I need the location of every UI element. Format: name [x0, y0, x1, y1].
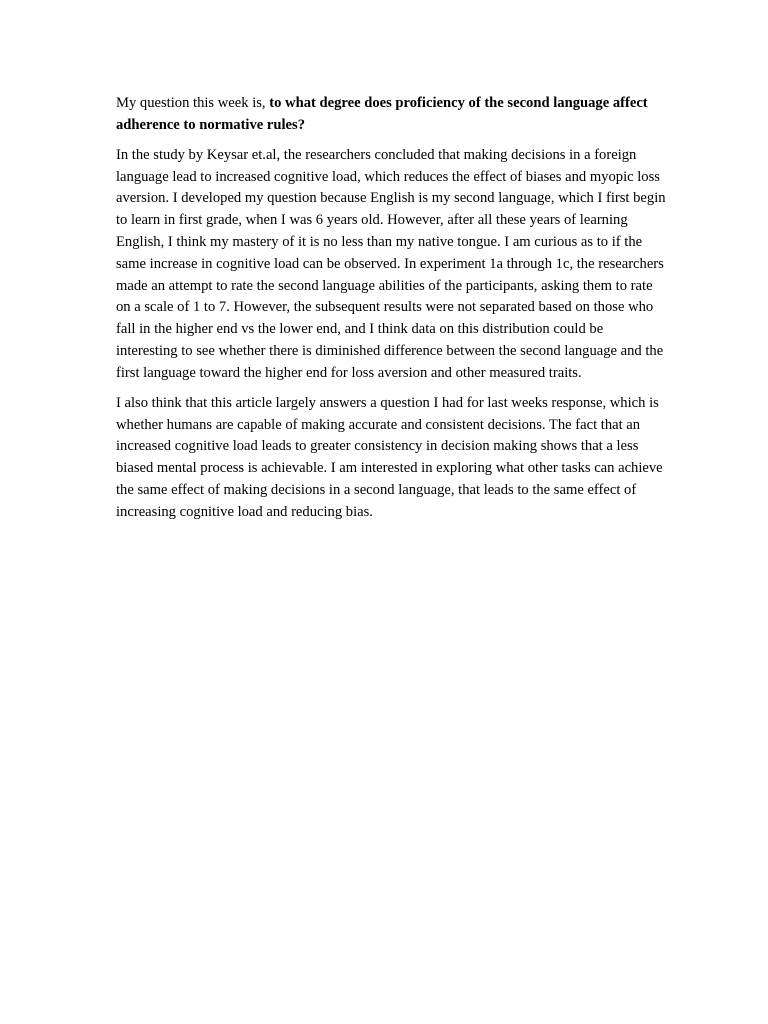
text-line: to learn in first grade, when I was 6 years old. However, after all these years of learning	[116, 212, 628, 229]
question-bold: to what degree does proficiency of the second language affect	[269, 95, 648, 111]
text-line: whether humans are capable of making accurate and consistent decisions. The fact that an	[116, 416, 641, 433]
question-paragraph	[116, 93, 676, 137]
text-line: on a scale of 1 to 7. However, the subsequent results were not separated based on those who	[116, 299, 654, 316]
question-prefix: My question this week is,	[116, 95, 270, 111]
question-bold: adherence to normative rules?	[116, 116, 306, 133]
text-line: increasing cognitive load and reducing bias.	[116, 503, 373, 520]
text-line	[116, 115, 676, 137]
text-line: fall in the higher end vs the lower end, and I think data on this distribution could be	[116, 321, 604, 338]
text-line: English, I think my mastery of it is no less than my native tongue. I am curious as to if the	[116, 233, 643, 250]
text-line: I also think that this article largely answers a question I had for last weeks response, which is	[116, 394, 659, 411]
text-line: made an attempt to rate the second language abilities of the participants, asking them to rate	[116, 277, 653, 294]
text-line: increased cognitive load leads to greater consistency in decision making shows that a less	[116, 438, 639, 455]
body-paragraph-reflection	[116, 393, 676, 524]
text-line: language lead to increased cognitive load, which reduces the effect of biases and myopic loss	[116, 168, 660, 185]
text-line: biased mental process is achievable. I am interested in exploring what other tasks can achieve	[116, 460, 663, 477]
text-line: interesting to see whether there is diminished difference between the second language and the	[116, 342, 664, 359]
text-line: In the study by Keysar et.al, the researchers concluded that making decisions in a foreign	[116, 146, 637, 163]
text-line: the same effect of making decisions in a second language, that leads to the same effect of	[116, 481, 637, 498]
text-line: first language toward the higher end for loss aversion and other measured traits.	[116, 364, 582, 381]
text-line: same increase in cognitive load can be observed. In experiment 1a through 1c, the researchers	[116, 255, 664, 272]
text-line: aversion. I developed my question because English is my second language, which I first begin	[116, 190, 666, 207]
body-paragraph-study	[116, 145, 676, 385]
document-page	[116, 93, 676, 532]
text-line	[116, 93, 676, 115]
